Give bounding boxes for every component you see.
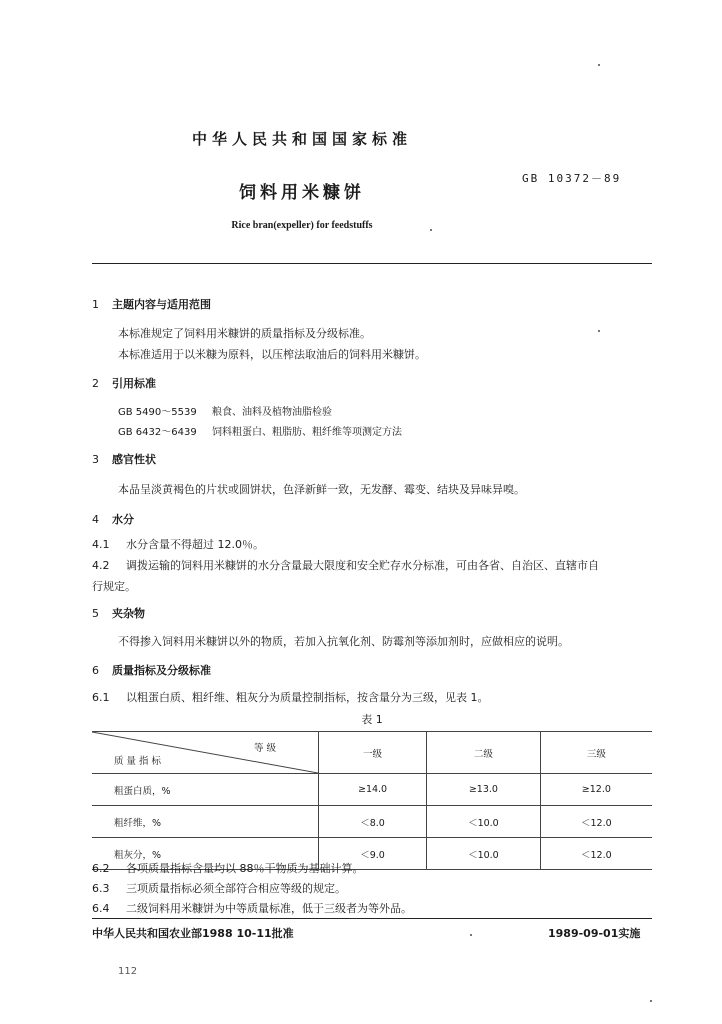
reference-1-text: 粮食、油料及植物油脂检验 xyxy=(212,407,332,418)
table-corner-cell xyxy=(92,732,319,774)
clause-6-1: 6.1 以粗蛋白质、粗纤维、粗灰分为质量控制指标，按含量分为三级，见表 1。 xyxy=(92,691,489,704)
table-header-row xyxy=(92,732,652,774)
table-row xyxy=(92,774,652,806)
approval-note: 中华人民共和国农业部1988 10-11批准 xyxy=(92,927,294,940)
corner-grade-label: 等 级 xyxy=(253,743,276,754)
table-cell: ＜8.0 xyxy=(319,806,427,838)
table-row xyxy=(92,806,652,838)
reference-2-code: GB 6432～6439 xyxy=(118,427,197,438)
header-rule xyxy=(92,263,652,264)
reference-2-text: 饲料粗蛋白、粗脂肪、粗纤维等项测定方法 xyxy=(212,427,402,438)
section-2-heading: 2 引用标准 xyxy=(92,377,156,390)
standard-title: 中华人民共和国国家标准 xyxy=(191,130,412,148)
table-cell: ＜10.0 xyxy=(427,806,541,838)
table-cell: ≥13.0 xyxy=(427,774,541,806)
table-caption: 表 1 xyxy=(361,713,383,726)
table-cell: ＜9.0 xyxy=(319,838,427,870)
grade-header-1: 一级 xyxy=(319,732,427,774)
table-cell: ＜12.0 xyxy=(540,806,652,838)
table-cell: ＜10.0 xyxy=(427,838,541,870)
clause-6-3: 6.3 三项质量指标必须全部符合相应等级的规定。 xyxy=(92,882,346,895)
table-cell: ≥12.0 xyxy=(540,774,652,806)
row-label-crude-ash: 粗灰分，% xyxy=(92,838,319,870)
english-title: Rice bran(expeller) for feedstuffs xyxy=(231,220,373,231)
page-number: 112 xyxy=(118,966,138,977)
section-3-paragraph: 本品呈淡黄褐色的片状或圆饼状，色泽新鲜一致，无发酵、霉变、结块及异味异嗅。 xyxy=(118,483,525,496)
clause-6-4: 6.4 二级饲料用米糠饼为中等质量标准，低于三级者为等外品。 xyxy=(92,902,412,915)
section-1-heading: 1 主题内容与适用范围 xyxy=(92,298,211,311)
grade-header-3: 三级 xyxy=(540,732,652,774)
section-1-paragraph-2: 本标准适用于以米糠为原料，以压榨法取油后的饲料用米糠饼。 xyxy=(118,348,426,361)
footer-rule xyxy=(92,918,652,919)
clause-4-2-continued: 行规定。 xyxy=(92,580,136,593)
implementation-date: 1989-09-01实施 xyxy=(548,927,641,940)
section-5-paragraph: 不得掺入饲料用米糠饼以外的物质，若加入抗氧化剂、防霉剂等添加剂时，应做相应的说明。 xyxy=(118,635,569,648)
section-6-heading: 6 质量指标及分级标准 xyxy=(92,664,211,677)
table-cell: ≥14.0 xyxy=(319,774,427,806)
reference-1-code: GB 5490～5539 xyxy=(118,407,197,418)
corner-indicator-label: 质 量 指 标 xyxy=(114,756,162,767)
section-1-paragraph-1: 本标准规定了饲料用米糠饼的质量指标及分级标准。 xyxy=(118,327,371,340)
clause-4-1: 4.1 水分含量不得超过 12.0％。 xyxy=(92,538,264,551)
grade-header-2: 二级 xyxy=(427,732,541,774)
quality-grade-table xyxy=(92,731,652,870)
row-label-crude-protein: 粗蛋白质，% xyxy=(92,774,319,806)
clause-4-2: 4.2 调拨运输的饲料用米糠饼的水分含量最大限度和安全贮存水分标准，可由各省、自治区、直辖市自 xyxy=(92,559,599,572)
section-3-heading: 3 感官性状 xyxy=(92,453,156,466)
section-5-heading: 5 夹杂物 xyxy=(92,607,145,620)
standard-code: GB 10372－89 xyxy=(522,172,622,185)
scan-speck xyxy=(470,934,472,936)
scan-speck xyxy=(650,1000,652,1002)
clause-6-2: 6.2 各项质量指标含量均以 88％干物质为基础计算。 xyxy=(92,862,364,875)
scan-speck xyxy=(598,330,600,332)
row-label-crude-fiber: 粗纤维，% xyxy=(92,806,319,838)
document-title: 饲料用米糠饼 xyxy=(239,183,365,203)
table-cell: ＜12.0 xyxy=(540,838,652,870)
scan-speck xyxy=(430,229,432,231)
section-4-heading: 4 水分 xyxy=(92,513,134,526)
scan-speck xyxy=(598,64,600,66)
